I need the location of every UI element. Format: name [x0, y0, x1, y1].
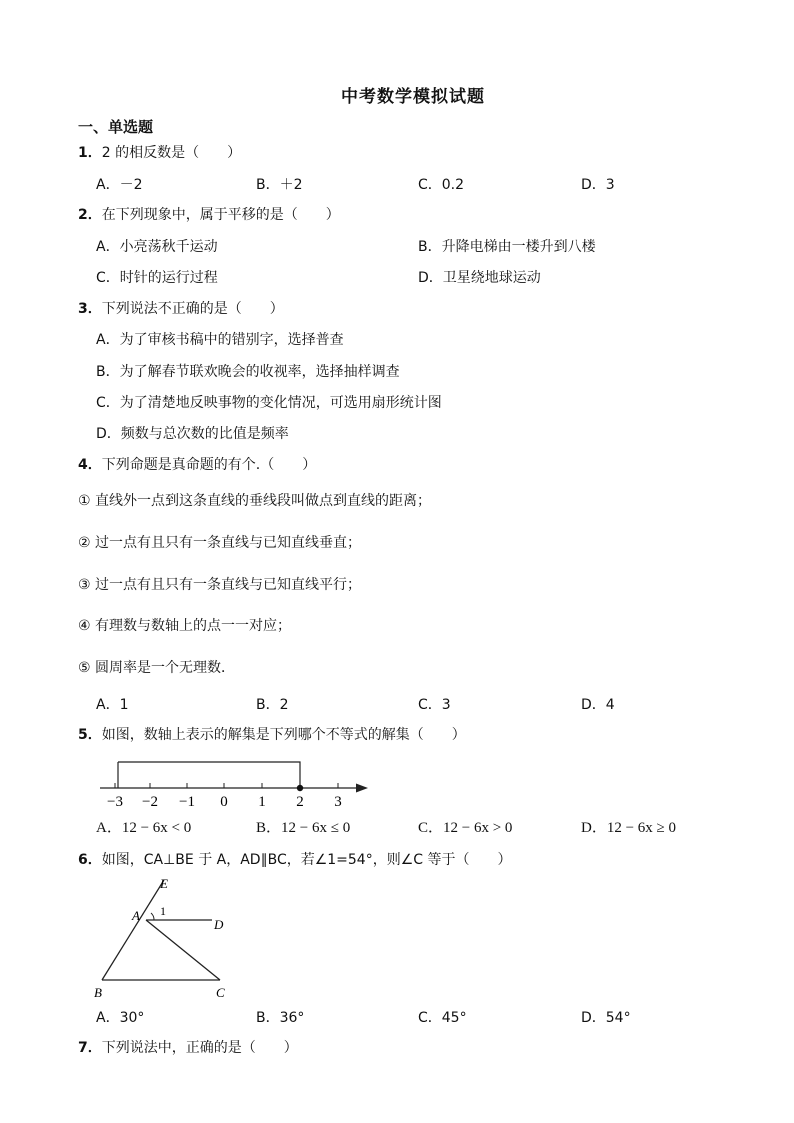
question-number: 1．: [78, 145, 102, 161]
segment-ac: [146, 920, 220, 980]
question-5: [78, 728, 466, 742]
q6-option-a[interactable]: A．30°: [96, 1010, 145, 1026]
question-2: [78, 208, 340, 222]
question-text: 在下列现象中，属于平移的是（ ）: [101, 207, 340, 223]
q4-option-a[interactable]: A．1: [96, 697, 129, 713]
q6-option-b[interactable]: B．36°: [256, 1010, 305, 1026]
q4-statement-1: ① 直线外一点到这条直线的垂线段叫做点到直线的距离；: [78, 493, 431, 509]
question-text: 2 的相反数是（ ）: [101, 145, 242, 161]
label-e: E: [160, 876, 168, 891]
q1-option-a[interactable]: A．－2: [96, 177, 143, 193]
question-number: 2．: [78, 207, 102, 223]
q1-option-b[interactable]: B．＋2: [256, 177, 303, 193]
q2-option-b[interactable]: B．升降电梯由一楼升到八楼: [418, 239, 596, 255]
q5-option-d[interactable]: D．12 − 6x ≥ 0: [581, 820, 677, 836]
angle-1-arc: [151, 913, 154, 920]
q4-statement-4: ④ 有理数与数轴上的点一一对应；: [78, 618, 292, 634]
question-text: 下列说法中，正确的是（ ）: [101, 1040, 298, 1056]
closed-endpoint-dot: [297, 785, 303, 791]
tick-label: −3: [107, 794, 123, 810]
q1-option-d[interactable]: D．3: [581, 177, 615, 193]
question-3: [78, 302, 284, 316]
q5-option-b[interactable]: B．12 − 6x ≤ 0: [256, 820, 351, 836]
tick-label: 1: [258, 794, 266, 810]
label-c: C: [216, 985, 225, 1000]
question-6: [78, 853, 512, 867]
line-be: [102, 880, 164, 980]
axis-arrow: [356, 784, 368, 793]
question-7: [78, 1041, 298, 1055]
q2-option-c[interactable]: C．时针的运行过程: [96, 270, 218, 286]
label-b: B: [94, 985, 102, 1000]
q4-statement-3: ③ 过一点有且只有一条直线与已知直线平行；: [78, 577, 361, 593]
section-heading: 一、单选题: [78, 118, 154, 136]
q2-option-d[interactable]: D．卫星绕地球运动: [418, 270, 541, 286]
q4-statement-5: ⑤ 圆周率是一个无理数．: [78, 660, 236, 676]
question-text: 下列命题是真命题的有个.（ ）: [101, 457, 317, 473]
triangle-figure: [88, 874, 248, 1004]
q3-option-c[interactable]: C．为了清楚地反映事物的变化情况，可选用扇形统计图: [96, 395, 442, 411]
question-text: 下列说法不正确的是（ ）: [101, 301, 284, 317]
q5-option-a[interactable]: A．12 − 6x < 0: [96, 820, 192, 836]
page-title: 中考数学模拟试题: [341, 87, 485, 107]
solution-set-line: [118, 762, 300, 788]
number-line-figure: [90, 752, 380, 812]
q3-option-b[interactable]: B．为了解春节联欢晚会的收视率，选择抽样调查: [96, 364, 400, 380]
q1-option-c[interactable]: C．0.2: [418, 177, 465, 193]
tick-label: −1: [179, 794, 195, 810]
q6-option-c[interactable]: C．45°: [418, 1010, 467, 1026]
q2-option-a[interactable]: A．小亮荡秋千运动: [96, 239, 218, 255]
tick-label: 0: [220, 794, 228, 810]
question-1: [78, 146, 241, 160]
q4-option-b[interactable]: B．2: [256, 697, 289, 713]
question-number: 4．: [78, 457, 102, 473]
question-number: 3．: [78, 301, 102, 317]
q4-option-d[interactable]: D．4: [581, 697, 615, 713]
label-a: A: [132, 908, 140, 923]
q6-option-d[interactable]: D．54°: [581, 1010, 631, 1026]
label-d: D: [214, 917, 224, 932]
q4-statement-2: ② 过一点有且只有一条直线与已知直线垂直；: [78, 535, 361, 551]
q3-option-d[interactable]: D．频数与总次数的比值是频率: [96, 426, 289, 442]
question-text: 如图，CA⊥BE 于 A，AD∥BC，若∠1=54°，则∠C 等于（ ）: [101, 852, 512, 868]
question-text: 如图，数轴上表示的解集是下列哪个不等式的解集（ ）: [101, 727, 466, 743]
question-number: 6．: [78, 852, 102, 868]
tick-label: 3: [334, 794, 342, 810]
label-angle-1: 1: [160, 904, 166, 918]
question-4: [78, 458, 316, 472]
tick-label: 2: [296, 794, 304, 810]
q3-option-a[interactable]: A．为了审核书稿中的错别字，选择普查: [96, 332, 344, 348]
q5-option-c[interactable]: C．12 − 6x > 0: [418, 820, 513, 836]
question-number: 7．: [78, 1040, 102, 1056]
q4-option-c[interactable]: C．3: [418, 697, 451, 713]
question-number: 5．: [78, 727, 102, 743]
tick-label: −2: [142, 794, 158, 810]
